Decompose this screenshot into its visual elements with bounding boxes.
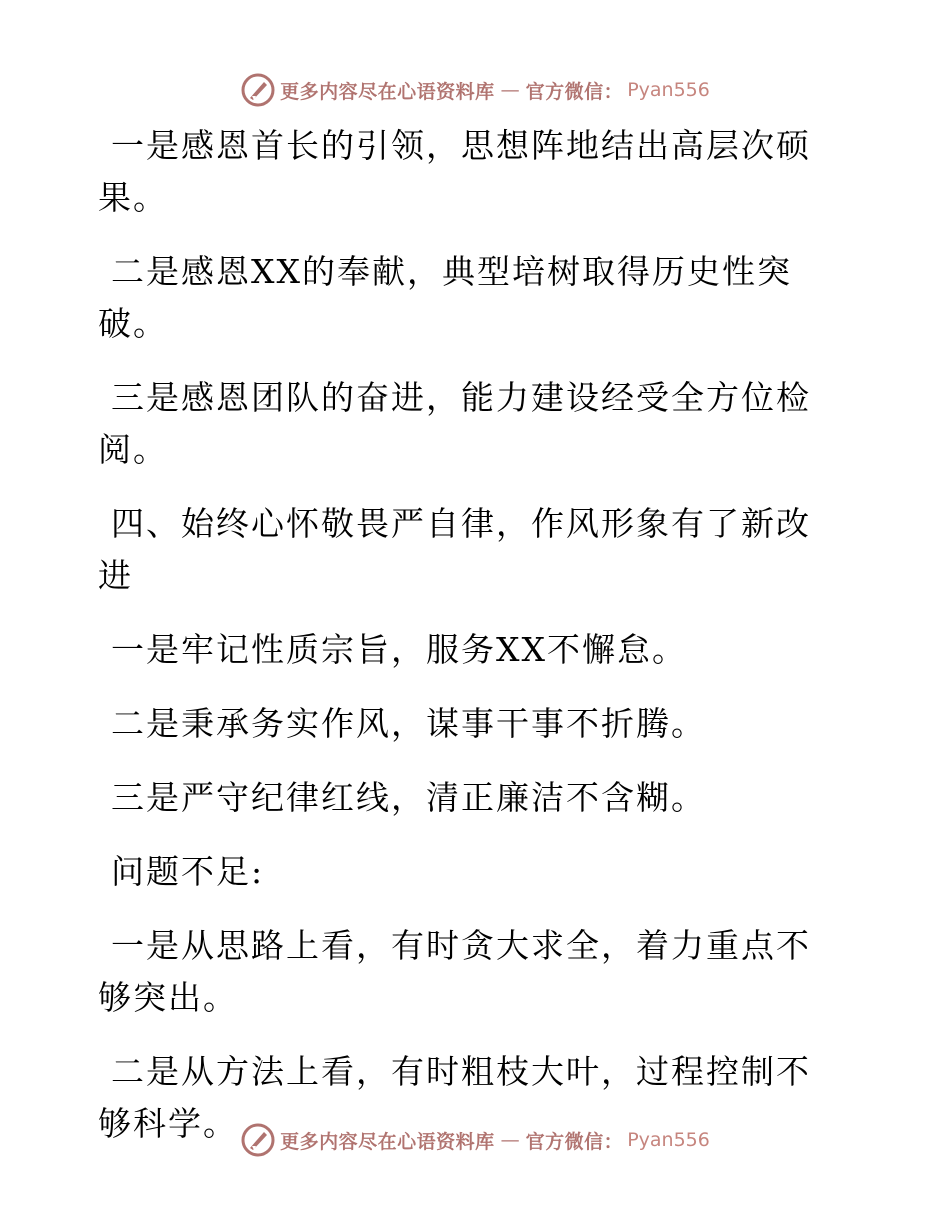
paragraph: 一是从思路上看，有时贪大求全，着力重点不够突出。 [98,926,811,1017]
paragraph: 二是从方法上看，有时粗枝大叶，过程控制不够科学。 [98,1052,811,1143]
document-body [98,120,838,1172]
paragraph: 二是秉承务实作风，谋事干事不折腾。 [111,704,706,743]
banner-wechat-id: Pyan556 [627,1129,710,1151]
quill-logo-icon [240,1122,276,1158]
banner-separator: — [500,79,520,101]
banner-site-text: 更多内容尽在心语资料库 [280,1130,495,1153]
paragraph: 一是感恩首长的引领，思想阵地结出高层次硕果。 [98,126,811,217]
banner-wechat-id: Pyan556 [627,79,710,101]
paragraph: 三是严守纪律红线，清正廉洁不含糊。 [111,778,706,817]
section-heading: 四、始终心怀敬畏严自律，作风形象有了新改进 [98,504,811,595]
footer-banner [0,1120,950,1160]
quill-logo-icon [240,72,276,108]
banner-wechat-label: 官方微信： [525,1130,624,1153]
banner-site-text: 更多内容尽在心语资料库 [280,80,495,103]
banner-wechat-label: 官方微信： [525,80,624,103]
section-heading: 问题不足: [111,852,265,891]
paragraph: 一是牢记性质宗旨，服务XX不懈怠。 [111,630,687,669]
header-banner [0,70,950,110]
paragraph: 二是感恩XX的奉献，典型培树取得历史性突破。 [98,252,792,343]
paragraph: 三是感恩团队的奋进，能力建设经受全方位检阅。 [98,378,811,469]
banner-separator: — [500,1129,520,1151]
